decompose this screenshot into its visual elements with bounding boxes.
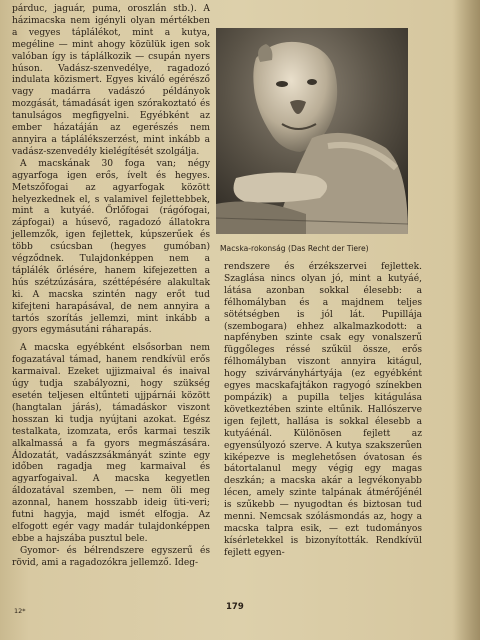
lioness-illustration [216, 28, 408, 234]
right-text-column [224, 262, 422, 560]
printer-signature: 12* [14, 607, 26, 615]
photo-caption: Macska-rokonság (Das Recht der Tiere) [220, 244, 369, 253]
paragraph: rendszere és érzékszervei fejlettek. Szaglása nincs olyan jó, mint a kutyáé, látása azonban sokkal élesebb: a félhomályban és a majdnem teljes sötétségben is jól lát. Pupillája (szembogara) ehhez alkalmazkodott: a napfényben szinte csak egy vonalszerű függőleges réssé szűkül össze, erős félhomályban viszont annyira kitágul, hogy szivárványhártyája (ez egyébként egyes macskafajtákon ragyogó színekben pompázik) a pupilla teljes kitágulása következtében szinte eltűnik. Hallószerve igen fejlett, hallása is sokkal élesebb a kutyáénál. Különösen fejlett az egyensúlyozó szerve. A kutya szakszerűen kiképezve is meglehetősen óvatosan és bátortalanul megy végig egy magas deszkán; a macska akár a legvékonyabb lécen, amely szinte talpának átmérőjénél is szűkebb — nyugodtan és biztosan tud menni. Nemcsak szólásmondás az, hogy a macska talpra esik, — ezt tudományos kísérletekkel is bizonyították. Rendkívül fejlett egyen- [224, 262, 422, 558]
paragraph: Gyomor- és bélrendszere egyszerű és rövid, ami a ragadozókra jellemző. Ideg- [12, 545, 210, 568]
paragraph: párduc, jaguár, puma, oroszlán stb.). A házimacska nem igényli olyan mértékben a vegyes táplálékot, mint a kutya, megéline — mint ahogy közülük igen sok valóban így is táplálkozik — csupán nyers húson. Vadász-szenvedélye, ragadozó indulata közismert. Egyes kiváló egérésző vagy madárra vadászó példányok mozgását, támadását igen szórakoztató és tanulságos megfigyelni. Egyébként az ember házatáján az egerészés nem annyira a táplálékszerzést, mint inkább a vadász-szenvedély kielégítését szolgálja. [12, 4, 210, 157]
paragraph: A macskának 30 foga van; négy agyarfoga igen erős, ívelt és hegyes. Metszőfogai az agyarfogak között helyezkednek el, s valamivel fejlettebbek, mint a kutyáé. Őrlőfogai (rágófogai, zápfogai) a húsevő, ragadozó állatokra jellemzők, igen fejlettek, kúpszerűek és több csúcsban (hegyes gumóban) végződnek. Tulajdonképpen nem a táplálék őrlésére, hanem kifejezetten a hús szétzúzására, széttépésére alakultak ki. A macska szintén nagy erőt tud kifejteni harapásával, de nem annyira a tartós szorítás jellemzi, mint inkább a gyors egymásutáni ráharapás. [12, 158, 210, 336]
page-shadow [454, 0, 480, 640]
lioness-photo [216, 28, 408, 234]
paragraph: A macska egyébként elsősorban nem fogazatával támad, hanem rendkívül erős karmaival. Ezeket ujjizmaival és inaival úgy tudja szabályozni, hogy szükség esetén teljesen eltűnteti ujjpárnái között (hangtalan járás), támadáskor viszont hosszan ki tudja nyújtani azokat. Egész testalkata, izomzata, erős karmai teszik alkalmassá a fa gyors megmászására. Áldozatát, vadászzsákmányát szinte egy időben ragadja meg karmaival és agyarfogaival. A macska kegyetlen áldozatával szemben, — nem öli meg azonnal, hanem hosszabb ideig üti-veri; futni hagyja, majd ismét elfogja. Az elfogott egér vagy madár tulajdonképpen ebbe a hajszába pusztul bele. [12, 343, 210, 544]
page-number: 179 [226, 602, 244, 612]
left-text-column [12, 4, 210, 570]
